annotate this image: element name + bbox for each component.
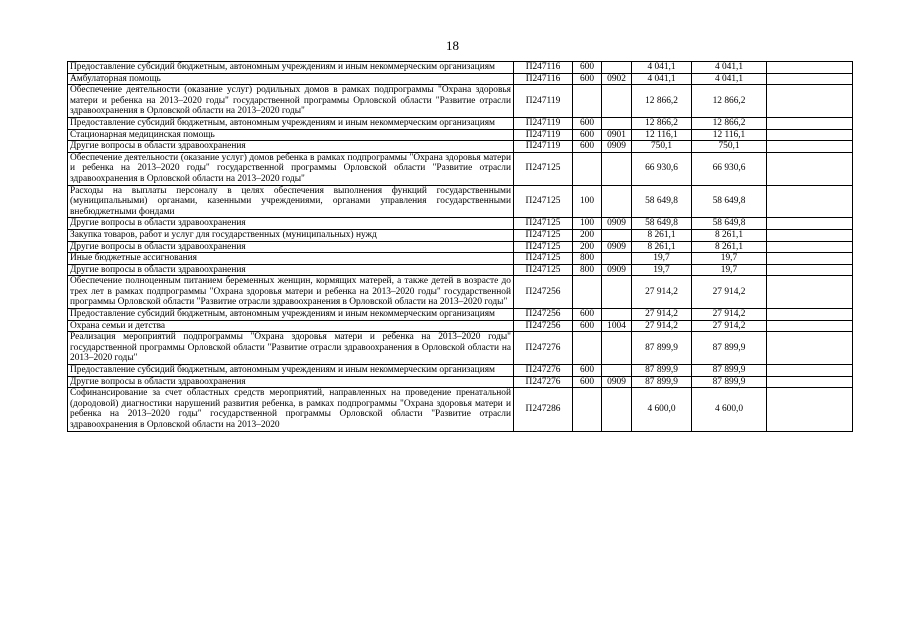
row-amount-total: 8 261,1 <box>692 241 767 253</box>
row-extra <box>767 229 853 241</box>
table-row <box>68 320 853 332</box>
table-row <box>68 376 853 388</box>
row-amount-total: 8 261,1 <box>692 229 767 241</box>
row-description: Иные бюджетные ассигнования <box>68 253 514 265</box>
row-target-code: П247256 <box>514 320 573 332</box>
row-target-code: П247116 <box>514 62 573 74</box>
row-amount: 87 899,9 <box>632 332 692 365</box>
row-target-code: П247256 <box>514 309 573 321</box>
row-extra <box>767 129 853 141</box>
table-row <box>68 185 853 218</box>
row-expense-type: 600 <box>573 309 602 321</box>
row-description: Обеспечение полноценным питанием беременных женщин, кормящих матерей, а также детей в возрасте до трех лет в рамках подпрограммы "Охрана здоровья матери и ребенка на 2013–2020 годы" государственной программы Орловской области "Развитие отрасли здравоохранения в Орловской области на 2013–2020 годы" <box>68 276 514 309</box>
row-amount-total: 12 116,1 <box>692 129 767 141</box>
row-amount-total: 4 041,1 <box>692 73 767 85</box>
table-row <box>68 253 853 265</box>
row-expense-type: 600 <box>573 73 602 85</box>
row-target-code: П247125 <box>514 253 573 265</box>
row-target-code: П247125 <box>514 264 573 276</box>
row-amount: 27 914,2 <box>632 320 692 332</box>
table-row <box>68 229 853 241</box>
table-row <box>68 117 853 129</box>
table-row <box>68 218 853 230</box>
row-target-code: П247276 <box>514 376 573 388</box>
row-amount: 750,1 <box>632 141 692 153</box>
row-amount-total: 87 899,9 <box>692 332 767 365</box>
row-expense-type: 600 <box>573 129 602 141</box>
row-expense-type: 600 <box>573 141 602 153</box>
row-amount: 12 866,2 <box>632 85 692 118</box>
row-amount: 66 930,6 <box>632 152 692 185</box>
row-extra <box>767 332 853 365</box>
table-row <box>68 264 853 276</box>
row-description: Предоставление субсидий бюджетным, автономным учреждениям и иным некоммерческим организациям <box>68 62 514 74</box>
row-amount: 58 649,8 <box>632 185 692 218</box>
row-amount: 87 899,9 <box>632 376 692 388</box>
row-description: Закупка товаров, работ и услуг для государственных (муниципальных) нужд <box>68 229 514 241</box>
row-amount-total: 87 899,9 <box>692 376 767 388</box>
row-expense-type: 600 <box>573 117 602 129</box>
row-amount-total: 4 041,1 <box>692 62 767 74</box>
row-amount-total: 12 866,2 <box>692 117 767 129</box>
row-description: Обеспечение деятельности (оказание услуг) родильных домов в рамках подпрограммы "Охрана здоровья матери и ребенка на 2013–2020 годы" государственной программы Орловской области "Развитие отрасли здравоохранения в Орловской области на 2013–2020 годы" <box>68 85 514 118</box>
table-row <box>68 85 853 118</box>
row-description: Расходы на выплаты персоналу в целях обеспечения выполнения функций государственными (муниципальными) органами, казенными учреждениями, органами управления государственными внебюджетными фондами <box>68 185 514 218</box>
row-section-code <box>602 253 632 265</box>
row-target-code: П247125 <box>514 229 573 241</box>
row-amount: 12 116,1 <box>632 129 692 141</box>
row-extra <box>767 141 853 153</box>
row-extra <box>767 253 853 265</box>
row-amount-total: 27 914,2 <box>692 276 767 309</box>
table-row <box>68 129 853 141</box>
row-amount: 4 600,0 <box>632 388 692 431</box>
row-section-code <box>602 185 632 218</box>
row-description: Предоставление субсидий бюджетным, автономным учреждениям и иным некоммерческим организациям <box>68 365 514 377</box>
row-expense-type: 800 <box>573 264 602 276</box>
row-description: Охрана семьи и детства <box>68 320 514 332</box>
row-extra <box>767 117 853 129</box>
row-description: Предоставление субсидий бюджетным, автономным учреждениям и иным некоммерческим организациям <box>68 309 514 321</box>
row-section-code: 0901 <box>602 129 632 141</box>
row-amount-total: 750,1 <box>692 141 767 153</box>
row-expense-type: 600 <box>573 376 602 388</box>
row-target-code: П247286 <box>514 388 573 431</box>
table-row <box>68 309 853 321</box>
table-row <box>68 365 853 377</box>
row-amount-total: 12 866,2 <box>692 85 767 118</box>
row-description: Другие вопросы в области здравоохранения <box>68 218 514 230</box>
row-extra <box>767 185 853 218</box>
table-row <box>68 141 853 153</box>
row-expense-type: 200 <box>573 229 602 241</box>
row-amount: 19,7 <box>632 264 692 276</box>
row-target-code: П247119 <box>514 141 573 153</box>
row-section-code: 0902 <box>602 73 632 85</box>
row-extra <box>767 376 853 388</box>
row-section-code: 0909 <box>602 218 632 230</box>
row-section-code: 0909 <box>602 241 632 253</box>
row-amount-total: 58 649,8 <box>692 185 767 218</box>
row-section-code: 0909 <box>602 376 632 388</box>
row-section-code <box>602 332 632 365</box>
row-extra <box>767 365 853 377</box>
row-description: Стационарная медицинская помощь <box>68 129 514 141</box>
row-amount: 27 914,2 <box>632 276 692 309</box>
row-expense-type: 600 <box>573 62 602 74</box>
table-row <box>68 73 853 85</box>
row-amount: 19,7 <box>632 253 692 265</box>
row-amount-total: 66 930,6 <box>692 152 767 185</box>
row-extra <box>767 264 853 276</box>
row-expense-type <box>573 276 602 309</box>
row-extra <box>767 62 853 74</box>
row-amount: 12 866,2 <box>632 117 692 129</box>
row-description: Предоставление субсидий бюджетным, автономным учреждениям и иным некоммерческим организациям <box>68 117 514 129</box>
row-target-code: П247276 <box>514 332 573 365</box>
row-expense-type: 100 <box>573 218 602 230</box>
row-section-code <box>602 309 632 321</box>
row-section-code <box>602 85 632 118</box>
row-extra <box>767 388 853 431</box>
row-expense-type <box>573 152 602 185</box>
table-row <box>68 152 853 185</box>
row-extra <box>767 85 853 118</box>
row-amount: 8 261,1 <box>632 229 692 241</box>
row-section-code: 0909 <box>602 264 632 276</box>
row-amount-total: 4 600,0 <box>692 388 767 431</box>
row-expense-type: 600 <box>573 320 602 332</box>
row-description: Другие вопросы в области здравоохранения <box>68 264 514 276</box>
row-target-code: П247125 <box>514 218 573 230</box>
row-section-code: 0909 <box>602 141 632 153</box>
row-amount: 58 649,8 <box>632 218 692 230</box>
row-extra <box>767 320 853 332</box>
row-target-code: П247125 <box>514 241 573 253</box>
row-expense-type <box>573 388 602 431</box>
row-expense-type: 200 <box>573 241 602 253</box>
row-target-code: П247119 <box>514 129 573 141</box>
row-extra <box>767 309 853 321</box>
row-amount-total: 27 914,2 <box>692 320 767 332</box>
row-amount: 87 899,9 <box>632 365 692 377</box>
row-section-code <box>602 365 632 377</box>
row-target-code: П247125 <box>514 185 573 218</box>
row-extra <box>767 241 853 253</box>
budget-table <box>67 61 853 432</box>
row-target-code: П247116 <box>514 73 573 85</box>
row-description: Софинансирование за счет областных средств мероприятий, направленных на проведение пренатальной (дородовой) диагностики нарушений развития ребенка, в рамках подпрограммы "Охрана здоровья матери и ребенка на 2013–2020 годы" государственной программы Орловской области "Развитие отрасли здравоохранения в Орловской области на 2013–2020 <box>68 388 514 431</box>
page-number: 18 <box>446 38 459 53</box>
row-description: Другие вопросы в области здравоохранения <box>68 141 514 153</box>
table-row <box>68 241 853 253</box>
row-section-code <box>602 388 632 431</box>
table-row <box>68 62 853 74</box>
row-description: Другие вопросы в области здравоохранения <box>68 376 514 388</box>
row-extra <box>767 218 853 230</box>
row-amount-total: 58 649,8 <box>692 218 767 230</box>
row-amount: 4 041,1 <box>632 73 692 85</box>
row-expense-type <box>573 85 602 118</box>
row-extra <box>767 152 853 185</box>
row-description: Реализация мероприятий подпрограммы "Охрана здоровья матери и ребенка на 2013–2020 годы" государственной программы Орловской области "Развитие отрасли здравоохранения в Орловской области на 2013–2020 годы" <box>68 332 514 365</box>
row-section-code <box>602 152 632 185</box>
row-target-code: П247119 <box>514 85 573 118</box>
row-extra <box>767 73 853 85</box>
row-section-code <box>602 229 632 241</box>
row-amount: 4 041,1 <box>632 62 692 74</box>
row-section-code: 1004 <box>602 320 632 332</box>
row-amount-total: 87 899,9 <box>692 365 767 377</box>
row-target-code: П247256 <box>514 276 573 309</box>
row-description: Амбулаторная помощь <box>68 73 514 85</box>
row-description: Другие вопросы в области здравоохранения <box>68 241 514 253</box>
table-row <box>68 332 853 365</box>
row-target-code: П247125 <box>514 152 573 185</box>
table-row <box>68 276 853 309</box>
row-amount-total: 19,7 <box>692 253 767 265</box>
row-expense-type: 800 <box>573 253 602 265</box>
row-section-code <box>602 117 632 129</box>
row-amount: 27 914,2 <box>632 309 692 321</box>
row-expense-type: 600 <box>573 365 602 377</box>
table-row <box>68 388 853 431</box>
row-target-code: П247276 <box>514 365 573 377</box>
row-extra <box>767 276 853 309</box>
row-amount-total: 27 914,2 <box>692 309 767 321</box>
row-description: Обеспечение деятельности (оказание услуг) домов ребенка в рамках подпрограммы "Охрана здоровья матери и ребенка на 2013–2020 годы" государственной программы Орловской области "Развитие отрасли здравоохранения в Орловской области на 2013–2020 годы" <box>68 152 514 185</box>
row-expense-type: 100 <box>573 185 602 218</box>
row-amount: 8 261,1 <box>632 241 692 253</box>
row-amount-total: 19,7 <box>692 264 767 276</box>
row-section-code <box>602 276 632 309</box>
row-target-code: П247119 <box>514 117 573 129</box>
row-section-code <box>602 62 632 74</box>
row-expense-type <box>573 332 602 365</box>
